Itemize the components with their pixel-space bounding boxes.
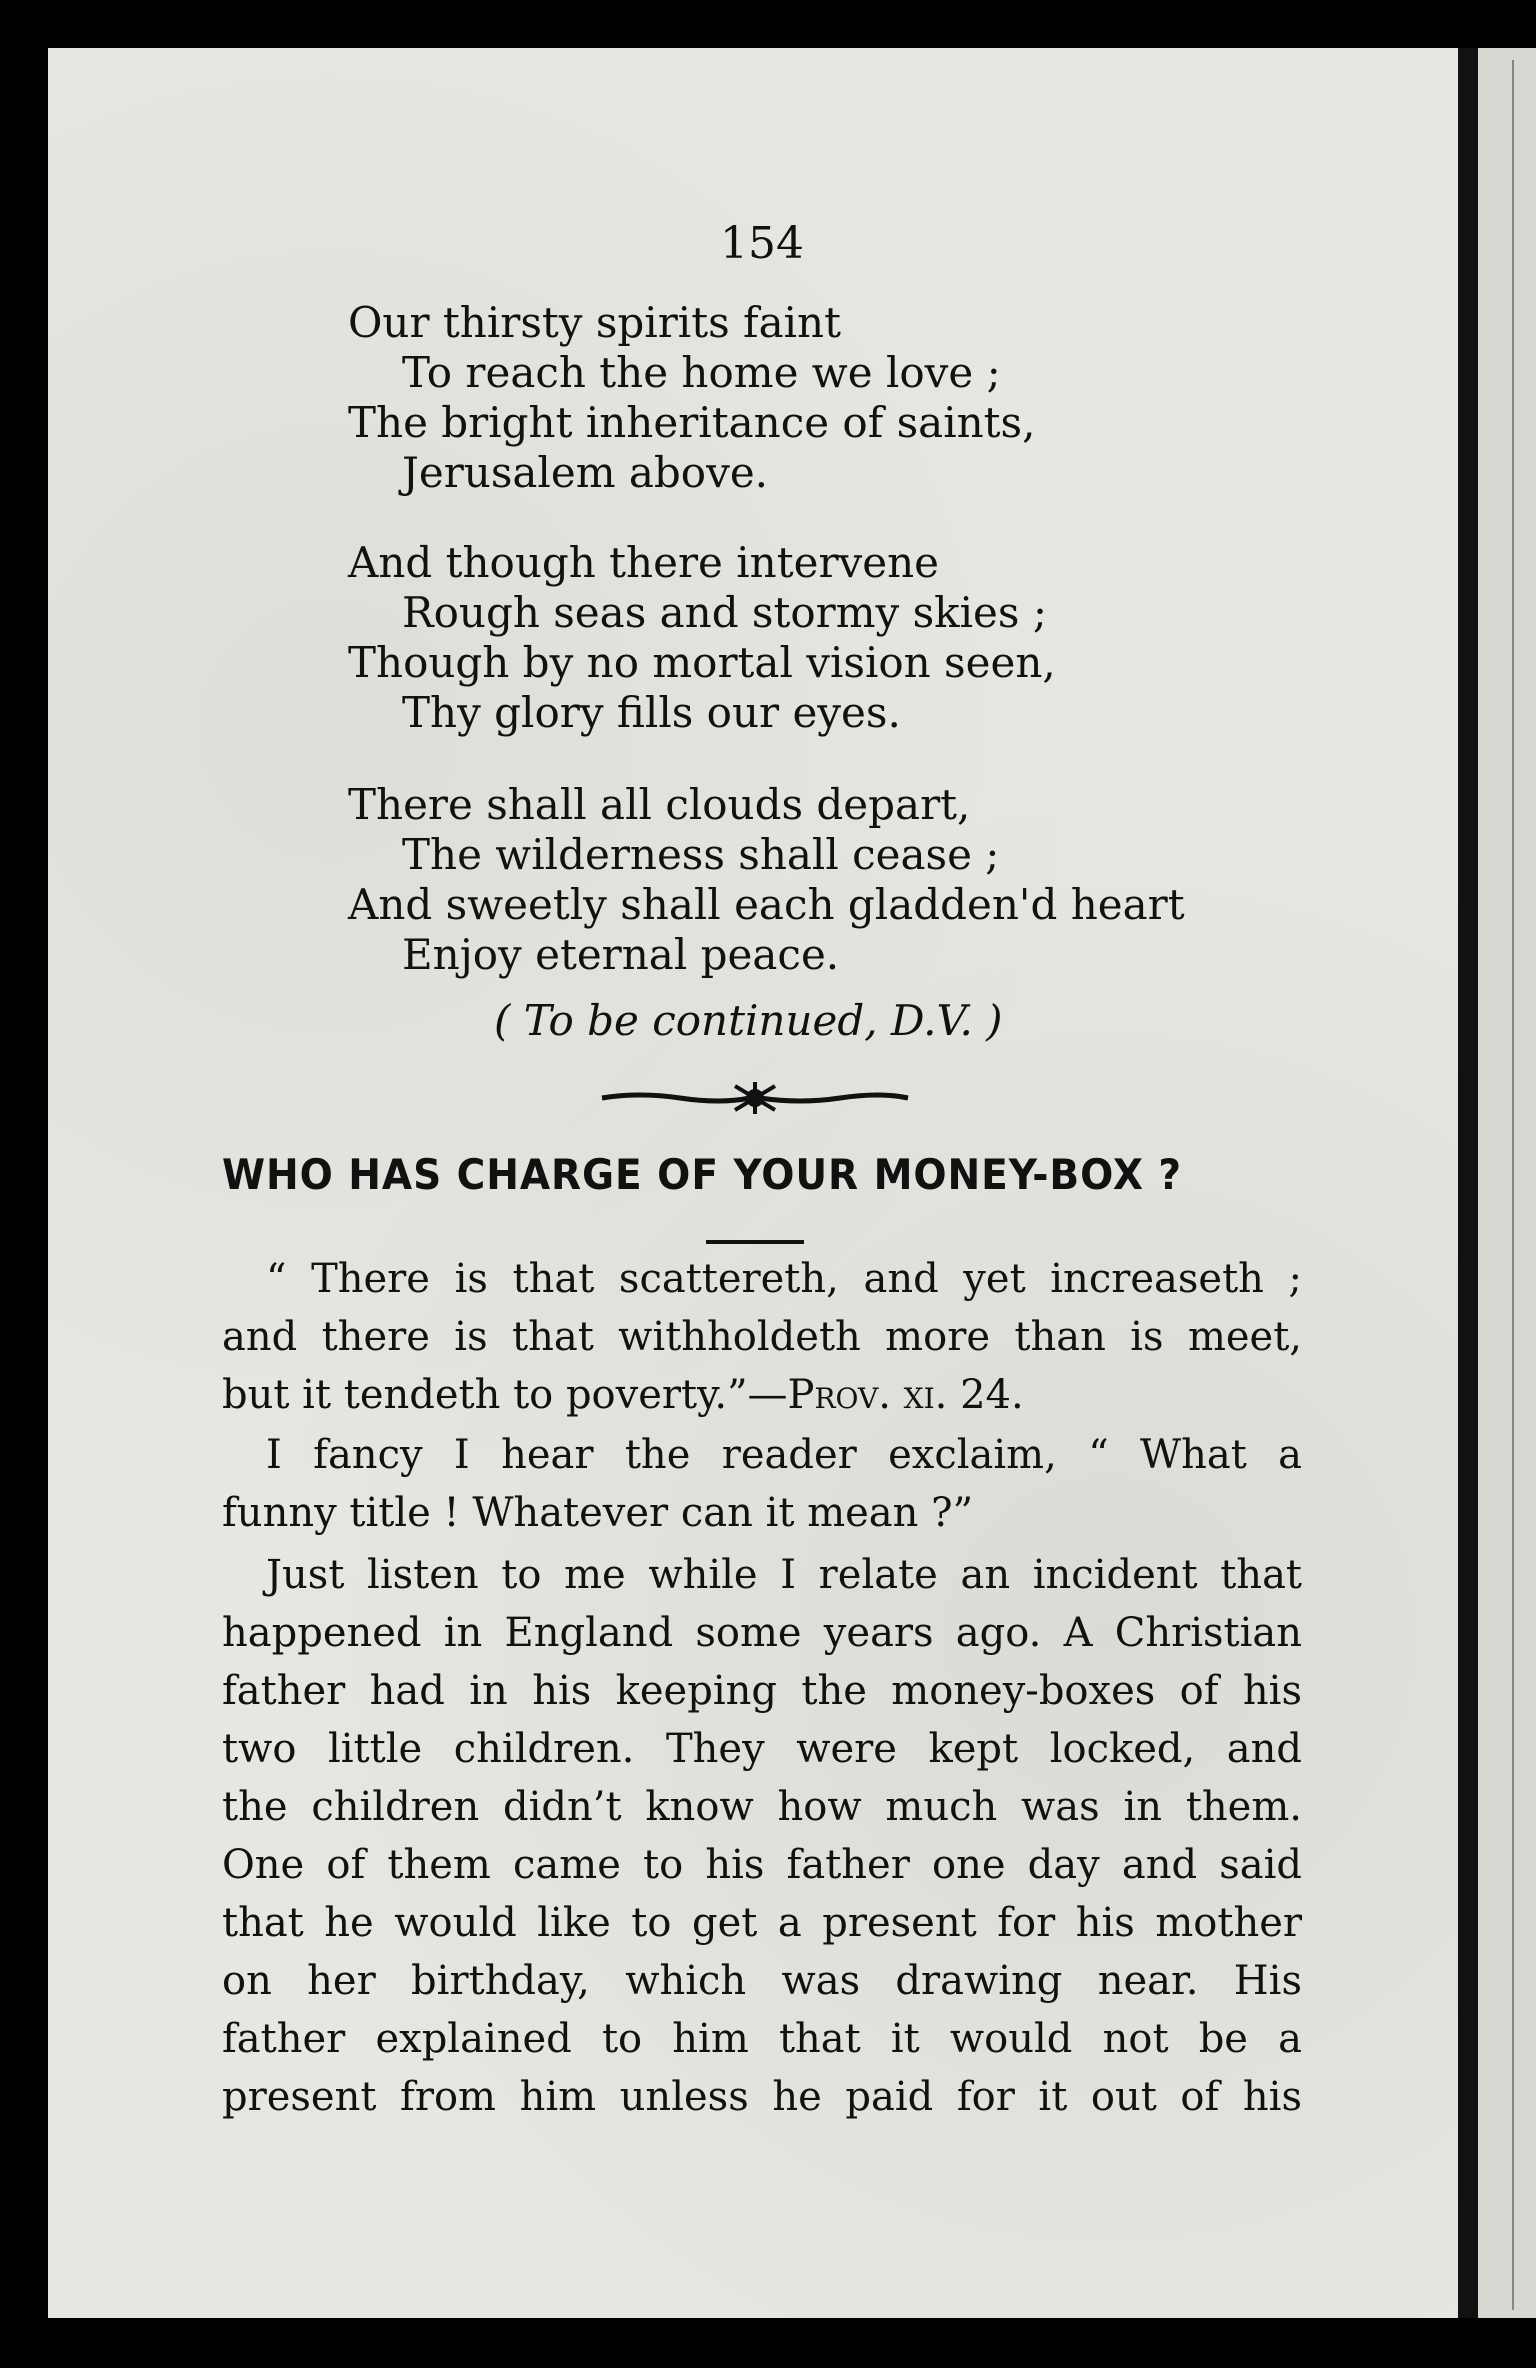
ornament-divider [600,1078,910,1118]
text-line: the children didn’t know how much was in them. [222,1784,1302,1830]
epigraph [222,1250,1302,1424]
hymn-stanza-2 [348,538,1348,738]
text-line: I fancy I hear the reader exclaim, “ What a [266,1432,1302,1478]
verse-line: Though by no mortal vision seen, [348,638,1056,687]
text-line: present from him unless he paid for it out of his [222,2074,1302,2120]
verse-line: And sweetly shall each gladden'd heart [348,880,1185,929]
facing-page-rule [1512,60,1514,2310]
text-line: funny title ! Whatever can it mean ?” [222,1490,974,1536]
epigraph-line: “ There is that scattereth, and yet increaseth ; [266,1256,1302,1302]
text-line: father had in his keeping the money-boxes of his [222,1668,1302,1714]
verse-line: And though there intervene [348,538,940,587]
verse-line: Our thirsty spirits faint [348,298,841,347]
text-line: One of them came to his father one day and said [222,1842,1302,1888]
scripture-reference: Prov. xi. 24. [787,1372,1024,1418]
text-line: two little children. They were kept locked, and [222,1726,1302,1772]
paragraph-1 [222,1426,1302,1542]
verse-line: Thy glory fills our eyes. [402,688,901,737]
scan-border [0,2318,1536,2368]
hymn-stanza-1 [348,298,1348,498]
heading-rule [706,1240,804,1244]
verse-line: The bright inheritance of saints, [348,398,1036,447]
article-heading: WHO HAS CHARGE OF YOUR MONEY-BOX ? [222,1150,1182,1199]
text-line: that he would like to get a present for his mother [222,1900,1302,1946]
page-number: 154 [720,218,804,269]
verse-line: The wilderness shall cease ; [402,830,1000,879]
verse-line: There shall all clouds depart, [348,780,971,829]
text-line: happened in England some years ago. A Christian [222,1610,1302,1656]
text-line: on her birthday, which was drawing near. His [222,1958,1302,2004]
verse-line: To reach the home we love ; [402,348,1001,397]
text-line: Just listen to me while I relate an incident that [266,1552,1302,1598]
verse-line: Rough seas and stormy skies ; [402,588,1047,637]
hymn-stanza-3 [348,780,1348,980]
facing-page-edge [1478,48,1536,2318]
epigraph-line: but it tendeth to poverty.”—Prov. xi. 24. [222,1372,1024,1418]
to-be-continued-note: ( To be continued, D.V. ) [494,996,1003,1045]
text-line: father explained to him that it would not be a [222,2016,1302,2062]
verse-line: Enjoy eternal peace. [402,930,840,979]
paragraph-2 [222,1546,1302,2126]
epigraph-line: and there is that withholdeth more than is meet, [222,1314,1302,1360]
book-spine [1458,48,1478,2318]
verse-line: Jerusalem above. [402,448,769,497]
